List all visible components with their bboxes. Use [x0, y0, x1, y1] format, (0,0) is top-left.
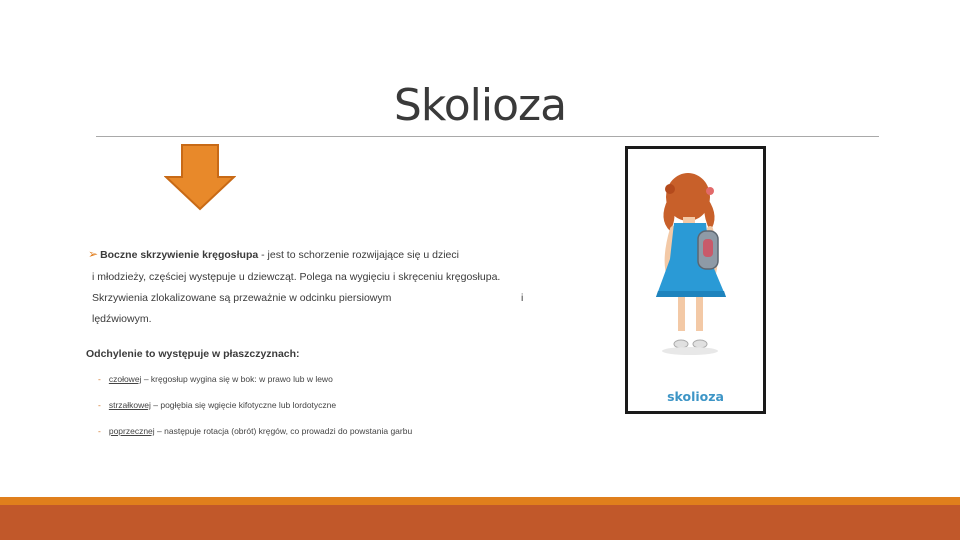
- planes-heading: Odchylenie to występuje w płaszczyznach:: [86, 348, 300, 360]
- plane-item: [98, 400, 336, 410]
- dash-bullet: -: [98, 400, 101, 410]
- girl-illustration: [628, 149, 763, 379]
- dash-bullet: -: [98, 374, 101, 384]
- paragraph-line-4: lędźwiowym.: [92, 313, 152, 325]
- title-divider: [96, 136, 879, 137]
- plane-desc: – kręgosłup wygina się w bok: w prawo lub w lewo: [141, 374, 333, 384]
- paragraph-line-3: Skrzywienia zlokalizowane są przeważnie w odcinku piersiowym: [92, 292, 392, 304]
- footer-band: [0, 505, 960, 540]
- dash-bullet: -: [98, 426, 101, 436]
- definition-term: Boczne skrzywienie kręgosłupa: [100, 249, 259, 261]
- scoliosis-illustration-frame: [625, 146, 766, 414]
- plane-item: [98, 426, 412, 436]
- plane-term: czołowej: [108, 374, 142, 384]
- plane-term: strzałkowej: [108, 400, 151, 410]
- image-caption: skolioza: [667, 389, 724, 404]
- plane-item: [98, 374, 333, 384]
- footer-accent-band: [0, 497, 960, 505]
- paragraph-line-2: i młodzieży, częściej występuje u dziewcząt. Polega na wygięciu i skręceniu kręgosłupa.: [92, 271, 501, 283]
- definition-line: [88, 247, 459, 261]
- down-arrow-icon: [164, 143, 236, 211]
- plane-term: poprzecznej: [108, 426, 155, 436]
- slide-title: Skolioza: [393, 80, 567, 131]
- bullet-arrow-icon: ➢: [88, 247, 99, 261]
- plane-desc: – pogłębia się wgięcie kifotyczne lub lordotyczne: [150, 400, 337, 410]
- plane-desc: – następuje rotacja (obrót) kręgów, co prowadzi do powstania garbu: [154, 426, 413, 436]
- paragraph-line-3-end: i: [521, 292, 524, 304]
- definition-text: - jest to schorzenie rozwijające się u dzieci: [258, 249, 459, 261]
